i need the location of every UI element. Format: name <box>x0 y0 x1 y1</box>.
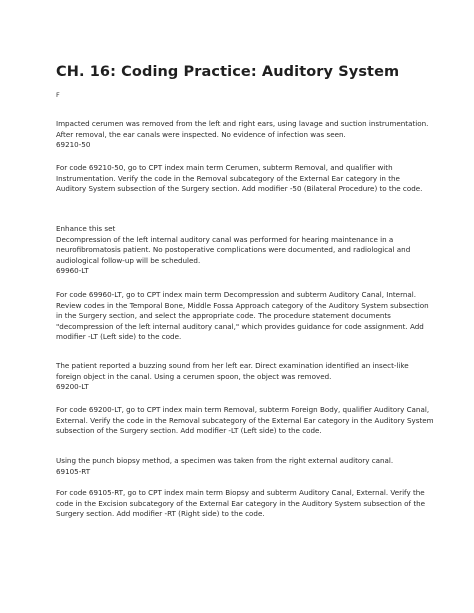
page-title: CH. 16: Coding Practice: Auditory System <box>56 64 400 80</box>
answer-code: 69210-50 <box>56 140 91 150</box>
answer-code: 69960-LT <box>56 266 89 276</box>
question-text: Impacted cerumen was removed from the left and right ears, using lavage and suction instrumentation. After removal, the ear canals were inspected. No evidence of infection was seen. <box>56 119 429 139</box>
explanation-2 <box>56 290 429 343</box>
practice-item-1 <box>56 119 429 151</box>
question-text: The patient reported a buzzing sound from her left ear. Direct examination identified an insect-like foreign object in the canal. Using a cerumen spoon, the object was removed. <box>56 361 409 381</box>
question-text: Decompression of the left internal auditory canal was performed for hearing maintenance in a neurofibromatosis patient. No postoperative complications were documented, and radiological and audiological follow-up will be scheduled. <box>56 234 411 265</box>
explanation-text: For code 69200-LT, go to CPT index main term Removal, subterm Foreign Body, qualifier Auditory Canal, External. Verify the code in the Removal subcategory of the External Ear category in the Auditory System subsection of the Surgery section. Add modifier -LT (Left side) to the code. <box>56 405 434 436</box>
section-marker: F <box>56 91 60 99</box>
explanation-text: For code 69210-50, go to CPT index main term Cerumen, subterm Removal, and qualifier with Instrumentation. Verify the code in the Removal subcategory of the External Ear category in the Auditory System subsection of the Surgery section. Add modifier -50 (Bilateral Procedure) to the code. <box>56 163 423 194</box>
answer-code: 69105-RT <box>56 466 91 476</box>
practice-item-3 <box>56 361 424 393</box>
explanation-4 <box>56 488 424 520</box>
practice-item-2 <box>56 224 424 277</box>
practice-item-4 <box>56 456 424 477</box>
answer-code: 69200-LT <box>56 382 89 392</box>
explanation-text: For code 69105-RT, go to CPT index main term Biopsy and subterm Auditory Canal, External. Verify the code in the Excision subcategory of the External Ear category in the Auditory System subsection of the Surgery section. Add modifier -RT (Right side) to the code. <box>56 488 426 519</box>
explanation-1 <box>56 163 424 195</box>
explanation-text: For code 69960-LT, go to CPT index main term Decompression and subterm Auditory Canal, Internal. Review codes in the Temporal Bone, Middle Fossa Approach category of the Auditory System subsection in the Surgery section, and select the appropriate code. The procedure statement documents "decompression of the left internal auditory canal," which provides guidance for code assignment. Add modifier -LT (Left side) to the code. <box>56 290 429 342</box>
question-text: Using the punch biopsy method, a specimen was taken from the right external auditory canal. <box>56 456 394 465</box>
explanation-3 <box>56 405 434 437</box>
enhance-set-link[interactable]: Enhance this set <box>56 224 116 233</box>
